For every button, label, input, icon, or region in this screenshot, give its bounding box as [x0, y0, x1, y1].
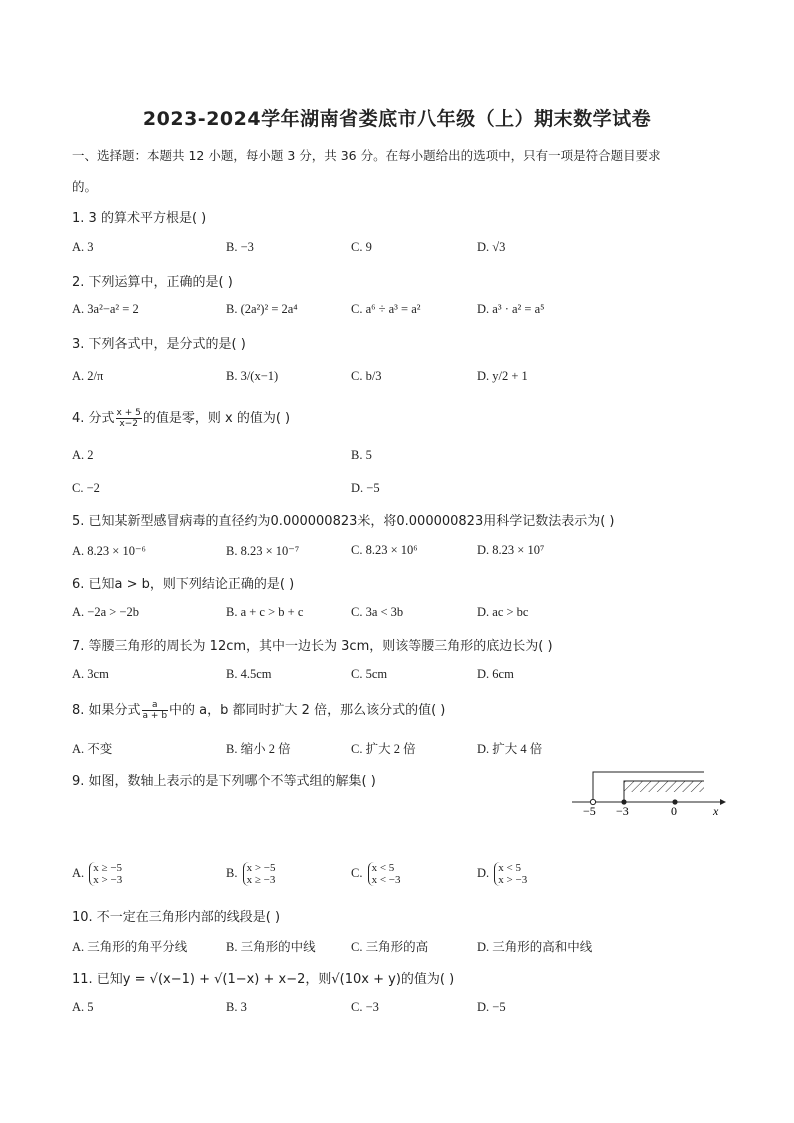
question-5-option-b[interactable]: B. 8.23 × 10⁻⁷ [226, 544, 300, 558]
question-4-option-a[interactable]: A. 2 [72, 448, 94, 462]
question-4-stem [72, 407, 290, 429]
question-8-option-a[interactable]: A. 不变 [72, 742, 113, 756]
question-9-option-b[interactable] [226, 862, 276, 886]
question-9-stem: 9. 如图，数轴上表示的是下列哪个不等式组的解集( ) [72, 774, 376, 789]
question-4-stem-suffix: 的值是零，则 x 的值为( ) [142, 411, 291, 426]
question-8-fraction [142, 700, 169, 721]
fraction-numerator: a [142, 700, 169, 711]
inequality-system [368, 862, 401, 886]
question-7-option-c[interactable]: C. 5cm [351, 667, 388, 681]
question-4-option-c[interactable]: C. −2 [72, 481, 100, 495]
question-2-option-b[interactable]: B. (2a²)² = 2a⁴ [226, 302, 298, 316]
solution-hatch [624, 781, 704, 792]
question-5-option-c[interactable]: C. 8.23 × 10⁶ [351, 543, 418, 557]
inequality-bottom: x > −3 [498, 874, 528, 886]
inequality-top: x ≥ −5 [93, 862, 123, 874]
inequality-bottom: x < −3 [371, 874, 401, 886]
question-6-option-c[interactable]: C. 3a < 3b [351, 605, 404, 619]
question-2-option-c[interactable]: C. a⁶ ÷ a³ = a² [351, 302, 421, 316]
inequality-system [243, 862, 276, 886]
question-7-option-a[interactable]: A. 3cm [72, 667, 109, 681]
option-label: B. [226, 865, 238, 880]
section-instructions: 一、选择题：本题共 12 小题，每小题 3 分，共 36 分。在每小题给出的选项中，只有一项是符合题目要求 [72, 148, 661, 163]
question-5-option-d[interactable]: D. 8.23 × 10⁷ [477, 543, 545, 557]
question-8-option-b[interactable]: B. 缩小 2 倍 [226, 742, 291, 756]
option-label: C. [351, 865, 363, 880]
question-8-option-c[interactable]: C. 扩大 2 倍 [351, 742, 416, 756]
inequality-top: x > −5 [246, 862, 276, 874]
question-9-option-d[interactable] [477, 862, 527, 886]
question-10-option-a[interactable]: A. 三角形的角平分线 [72, 940, 188, 954]
question-2-option-a[interactable]: A. 3a²−a² = 2 [72, 302, 139, 316]
question-9-option-a[interactable] [72, 862, 122, 886]
question-11-option-b[interactable]: B. 3 [226, 1000, 247, 1014]
question-4-option-d[interactable]: D. −5 [351, 481, 380, 495]
page-title: 2023-2024学年湖南省娄底市八年级（上）期末数学试卷 [142, 108, 652, 130]
question-6-option-d[interactable]: D. ac > bc [477, 605, 529, 619]
fraction-numerator: x + 5 [116, 408, 141, 418]
question-9-option-c[interactable] [351, 862, 401, 886]
number-line-figure [566, 764, 730, 820]
option-label: A. [72, 865, 85, 880]
question-11-option-d[interactable]: D. −5 [477, 1000, 506, 1014]
tick-label-neg5: −5 [583, 804, 596, 818]
question-10-option-c[interactable]: C. 三角形的高 [351, 940, 429, 954]
question-3-stem: 3. 下列各式中，是分式的是( ) [72, 337, 246, 352]
question-3-option-b[interactable]: B. 3/(x−1) [226, 369, 279, 383]
question-10-option-b[interactable]: B. 三角形的中线 [226, 940, 316, 954]
inequality-top: x < 5 [498, 862, 521, 874]
arrow-icon [720, 799, 726, 805]
inequality-system [89, 862, 122, 886]
question-8-stem-prefix: 8. 如果分式 [72, 703, 141, 718]
question-5-stem: 5. 已知某新型感冒病毒的直径约为0.000000823米，将0.000000823用科学记数法表示为( ) [72, 514, 615, 529]
tick-label-zero: 0 [671, 804, 677, 818]
question-4-stem-prefix: 4. 分式 [72, 411, 115, 426]
question-10-stem: 10. 不一定在三角形内部的线段是( ) [72, 910, 281, 925]
question-1-option-d[interactable]: D. √3 [477, 240, 506, 254]
question-1-option-b[interactable]: B. −3 [226, 240, 254, 254]
question-7-option-b[interactable]: B. 4.5cm [226, 667, 272, 681]
question-8-stem-suffix: 中的 a，b 都同时扩大 2 倍，那么该分式的值( ) [169, 703, 446, 718]
question-7-option-d[interactable]: D. 6cm [477, 667, 514, 681]
question-8-option-d[interactable]: D. 扩大 4 倍 [477, 742, 543, 756]
inequality-bottom: x > −3 [93, 874, 123, 886]
fraction-denominator: a + b [142, 711, 168, 721]
question-5-option-a[interactable]: A. 8.23 × 10⁻⁶ [72, 544, 146, 558]
axis-label-x: x [713, 804, 719, 818]
question-4-fraction [116, 408, 142, 429]
question-3-option-a[interactable]: A. 2/π [72, 369, 104, 383]
inequality-top: x < 5 [371, 862, 395, 874]
question-11-stem: 11. 已知y = √(x−1) + √(1−x) + x−2，则√(10x + y)的值为( ) [72, 972, 455, 987]
inequality-bottom: x ≥ −3 [246, 874, 276, 886]
question-3-option-d[interactable]: D. y/2 + 1 [477, 369, 528, 383]
option-label: D. [477, 865, 490, 880]
question-10-option-d[interactable]: D. 三角形的高和中线 [477, 940, 593, 954]
question-2-stem: 2. 下列运算中，正确的是( ) [72, 275, 233, 290]
question-1-option-c[interactable]: C. 9 [351, 240, 372, 254]
question-1-option-a[interactable]: A. 3 [72, 240, 94, 254]
section-instructions-cont: 的。 [72, 179, 98, 194]
question-6-stem: 6. 已知a > b，则下列结论正确的是( ) [72, 577, 295, 592]
question-11-option-a[interactable]: A. 5 [72, 1000, 94, 1014]
question-2-option-d[interactable]: D. a³ · a² = a⁵ [477, 302, 545, 316]
inequality-system [494, 862, 527, 886]
tick-label-neg3: −3 [616, 804, 629, 818]
question-8-stem [72, 699, 445, 721]
question-6-option-b[interactable]: B. a + c > b + c [226, 605, 304, 619]
question-1-stem: 1. 3 的算术平方根是( ) [72, 211, 207, 226]
question-3-option-c[interactable]: C. b/3 [351, 369, 382, 383]
fraction-denominator: x−2 [119, 419, 138, 429]
question-7-stem: 7. 等腰三角形的周长为 12cm，其中一边长为 3cm，则该等腰三角形的底边长为( ) [72, 639, 553, 654]
question-4-option-b[interactable]: B. 5 [351, 448, 372, 462]
question-6-option-a[interactable]: A. −2a > −2b [72, 605, 139, 619]
question-11-option-c[interactable]: C. −3 [351, 1000, 379, 1014]
